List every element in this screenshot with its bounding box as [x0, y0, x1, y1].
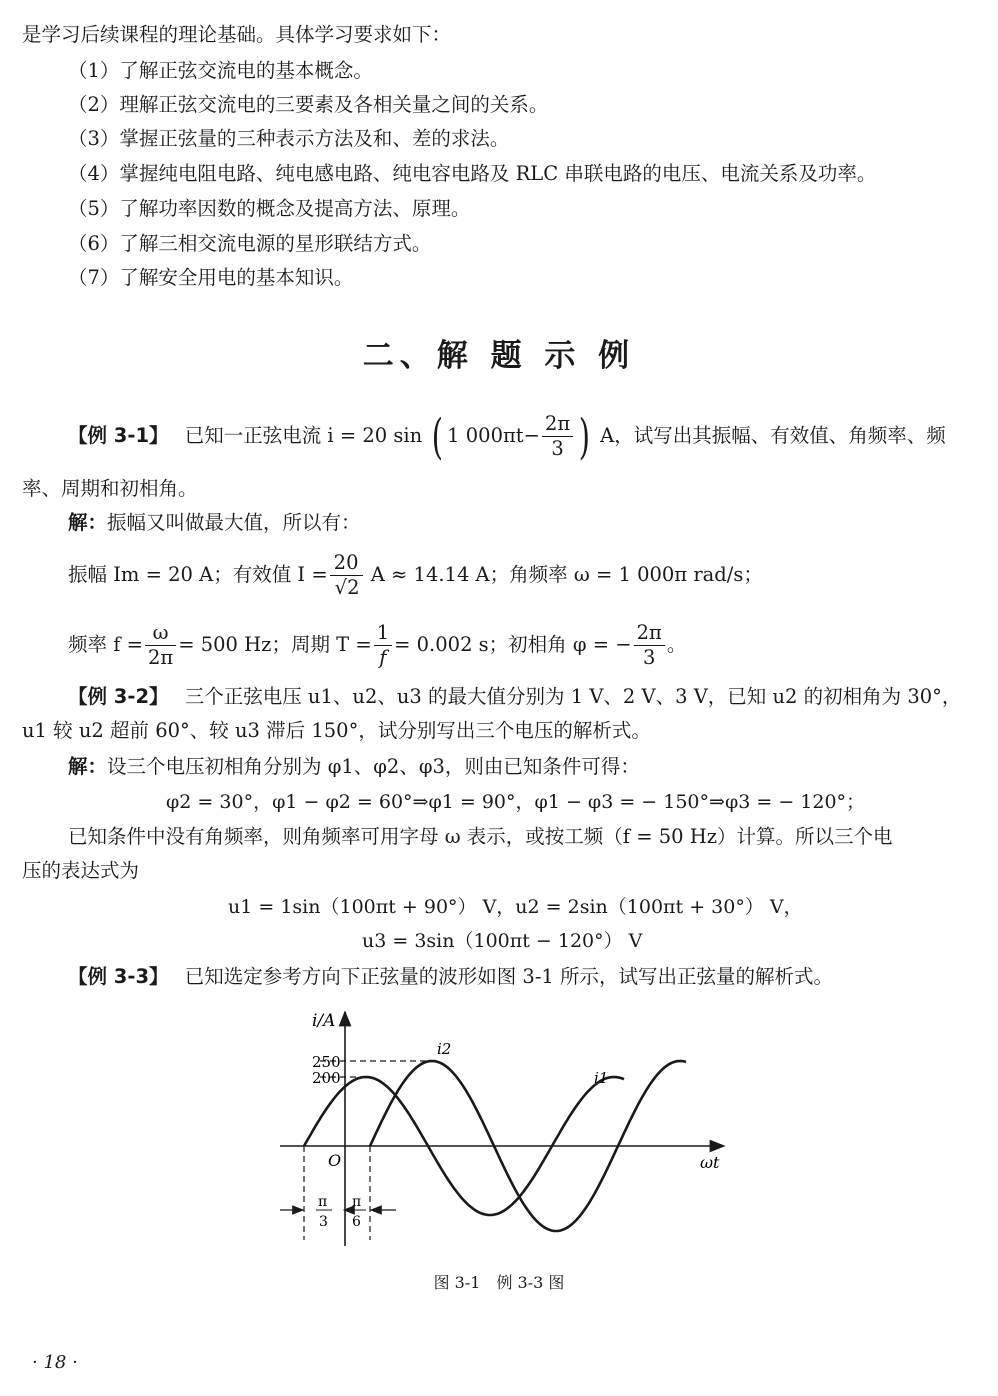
left-paren: ( — [432, 408, 444, 465]
example-3-2-solution — [68, 754, 640, 780]
example-3-1-question-cont: 率、周期和初相角。 — [22, 477, 198, 500]
curve-i2 — [370, 1061, 686, 1231]
voltage-equation-2: u3 = 3sin（100πt − 120°） V — [362, 930, 643, 952]
requirement-item-7: （7）了解安全用电的基本知识。 — [68, 266, 354, 289]
pi-over-3-num: π — [318, 1194, 328, 1210]
curve-i1-label: i1 — [594, 1069, 609, 1087]
solution-label: 解： — [68, 755, 108, 778]
origin-label: O — [328, 1151, 342, 1170]
frac-den: f — [379, 646, 387, 669]
requirement-item-5: （5）了解功率因数的概念及提高方法、原理。 — [68, 197, 471, 220]
example-3-1-solution-intro — [68, 510, 361, 536]
sqrt-2: √2 — [334, 576, 360, 599]
x-axis-label: ωt — [700, 1153, 720, 1172]
frac-den: 3 — [551, 437, 564, 460]
pi-over-6-num: π — [352, 1194, 362, 1210]
requirement-item-3: （3）掌握正弦量的三种表示方法及和、差的求法。 — [68, 127, 510, 150]
frac-num: 2π — [634, 621, 665, 646]
example-3-3-label: 【例 3-3】 — [68, 965, 169, 988]
requirement-item-1: （1）了解正弦交流电的基本概念。 — [68, 59, 373, 82]
amplitude-text: 振幅 Im = 20 A；有效值 I = — [68, 563, 328, 586]
phase-text: = 0.002 s；初相角 φ = − — [394, 633, 632, 656]
example-3-3-text: 已知选定参考方向下正弦量的波形如图 3-1 所示，试写出正弦量的解析式。 — [184, 965, 834, 988]
requirement-item-6: （6）了解三相交流电源的星形联结方式。 — [68, 232, 432, 255]
section-title: 二、解 题 示 例 — [362, 338, 636, 374]
frac-den: 2π — [147, 646, 174, 669]
example-3-1-question — [68, 408, 946, 465]
frac-den: 3 — [643, 646, 656, 669]
example-3-2-question — [68, 684, 961, 710]
example-3-2-text-1: 三个正弦电压 u1、u2、u3 的最大值分别为 1 V、2 V、3 V，已知 u2 的初相角为 30°， — [184, 685, 962, 708]
example-3-2-paragraph-2: 压的表达式为 — [22, 859, 140, 882]
period-end: 。 — [666, 633, 687, 656]
solution-intro-text: 振幅又叫做最大值，所以有： — [107, 511, 361, 534]
figure-caption: 图 3-1 例 3-3 图 — [433, 1273, 565, 1292]
example-3-2-text-2: u1 较 u2 超前 60°、较 u3 滞后 150°，试分别写出三个电压的解析式。 — [22, 719, 651, 742]
frequency-text: 频率 f = — [68, 633, 143, 656]
frac-num: 1 — [374, 621, 392, 646]
example-3-3-question — [68, 964, 833, 990]
example-3-1-line-2 — [68, 618, 686, 672]
example-3-2-label: 【例 3-2】 — [68, 685, 169, 708]
example-3-1-frac — [542, 412, 573, 461]
voltage-equation-1: u1 = 1sin（100πt + 90°） V，u2 = 2sin（100πt + 30°） V， — [228, 896, 803, 918]
curve-i2-label: i2 — [437, 1040, 452, 1058]
tick-label-200: 200 — [312, 1069, 341, 1087]
example-3-1-text-a: 已知一正弦电流 i = 20 sin — [184, 424, 423, 447]
phase-frac — [634, 621, 665, 670]
tick-label-250: 250 — [312, 1053, 341, 1071]
rms-frac — [330, 551, 363, 600]
requirement-item-4: （4）掌握纯电阻电路、纯电感电路、纯电容电路及 RLC 串联电路的电压、电流关系及功率。 — [68, 162, 877, 185]
frequency-frac — [145, 621, 176, 670]
example-3-1-text-b: A，试写出其振幅、有效值、角频率、频 — [600, 424, 946, 447]
period-frac — [374, 621, 392, 670]
y-axis-label: i/A — [312, 1011, 336, 1031]
phase-equation: φ2 = 30°，φ1 − φ2 = 60°⇒φ1 = 90°，φ1 − φ3 = − 150°⇒φ3 = − 120°； — [166, 791, 866, 813]
solution-label: 解： — [68, 511, 108, 534]
frac-num: ω — [145, 621, 176, 646]
period-text: = 500 Hz；周期 T = — [178, 633, 372, 656]
right-paren: ) — [578, 408, 591, 465]
intro-lead: 是学习后续课程的理论基础。具体学习要求如下： — [22, 23, 452, 46]
curve-i1 — [304, 1077, 624, 1215]
requirement-item-2: （2）理解正弦交流电的三要素及各相关量之间的关系。 — [68, 93, 549, 116]
pi-over-3-den: 3 — [319, 1214, 328, 1230]
rms-text: A ≈ 14.14 A；角频率 ω = 1 000π rad/s； — [370, 563, 763, 586]
pi-over-6-den: 6 — [352, 1214, 361, 1230]
example-3-1-inner: 1 000πt− — [447, 424, 540, 447]
frac-num: 20 — [330, 551, 363, 576]
example-3-2-paragraph-1: 已知条件中没有角频率，则角频率可用字母 ω 表示，或按工频（f = 50 Hz）计算。所以三个电 — [68, 825, 893, 848]
example-3-1-label: 【例 3-1】 — [68, 424, 169, 447]
example-3-1-line-1 — [68, 548, 763, 602]
frac-num: 2π — [542, 412, 573, 437]
solution-text: 设三个电压初相角分别为 φ1、φ2、φ3，则由已知条件可得： — [107, 755, 640, 778]
frac-den — [330, 576, 363, 600]
page-number: · 18 · — [32, 1352, 78, 1373]
